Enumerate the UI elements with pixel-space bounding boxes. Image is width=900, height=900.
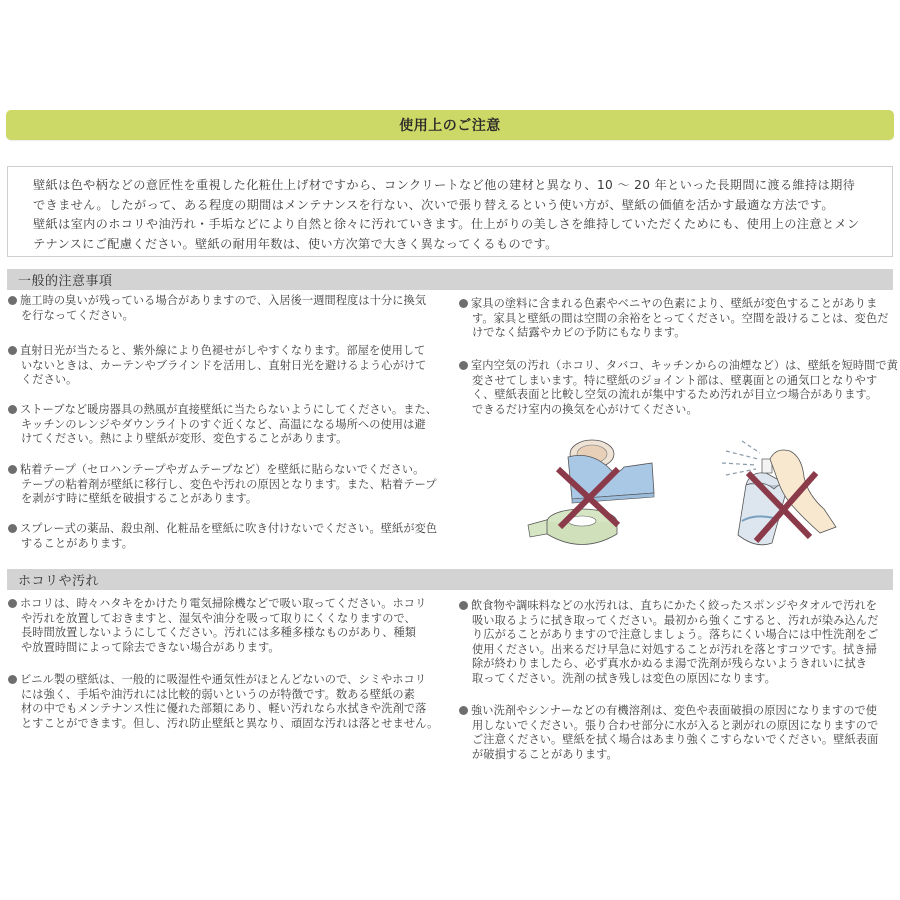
notice-item: 室内空気の汚れ（ホコリ、タバコ、キッチンからの油煙など）は、壁紙を短時間で黄 変させてしまいます。特に壁紙のジョイント部は、壁裏面との通気口となりやす く、壁紙表面と比較し空気の流れが集中するため汚れが目立つ場合があります。 できるだけ室内の換気を心がけてください。 <box>459 359 899 417</box>
intro-line: 壁紙は室内のホコリや油汚れ・手垢などにより自然と徐々に汚れていきます。仕上がりの美しさを維持していただくためにも、使用上の注意とメン <box>33 217 860 231</box>
bullet-icon <box>8 675 17 684</box>
notice-item: 直射日光が当たると、紫外線により色褪せがしやすくなります。部屋を使用して いないときは、カーテンやブラインドを活用し、直射日光を避けるよう心がけて ください。 <box>8 344 448 388</box>
notice-item: 飲食物や調味料などの水汚れは、直ちにかたく絞ったスポンジやタオルで汚れを 吸い取るように拭き取ってください。最初から強くこすると、汚れが染み込んだ り広がることがありますので注意しましょう。落ちにくい場合には中性洗剤をご 使用ください。出来るだけ早急に対処することが汚れを落とすコツです。拭き掃 除が終わりましたら、必ず真水かぬるま湯で洗剤が残らないようきれいに拭き 取ってください。洗剤の拭き残しは変色の原因になります。 <box>459 599 899 687</box>
bullet-icon <box>459 361 468 370</box>
page-title-bar <box>6 110 894 140</box>
notice-item: 家具の塗料に含まれる色素やベニヤの色素により、壁紙が変色することがありま す。家具と壁紙の間は空間の余裕をとってください。空間を設けることは、変色だ けでなく結露やカビの予防にもなります。 <box>459 297 899 341</box>
section-heading: ホコリや汚れ <box>18 574 100 589</box>
spray-prohibited-icon <box>712 437 840 555</box>
bullet-icon <box>8 405 17 414</box>
no-tape-illustration <box>520 437 670 555</box>
section-header-general <box>7 269 893 290</box>
notice-item: 強い洗剤やシンナーなどの有機溶剤は、変色や表面破損の原因になりますので使 用しないでください。張り合わせ部分に水が入ると剥がれの原因になりますので ご注意ください。壁紙を拭く場合はあまり強くこすらないでください。壁紙表面 が破損することがあります。 <box>459 704 899 762</box>
notice-item: スプレー式の薬品、殺虫剤、化粧品を壁紙に吹き付けないでください。壁紙が変色 することがあります。 <box>8 522 448 551</box>
section-heading: 一般的注意事項 <box>18 274 113 289</box>
bullet-icon <box>8 465 17 474</box>
notice-item: ホコリは、時々ハタキをかけたり電気掃除機などで吸い取ってください。ホコリ や汚れを放置しておきますと、湿気や油分を吸って取りにくくなりますので、 長時間放置しないようにしてください。汚れには多種多様なものがあり、種類 や放置時間によって除去できない場合があります。 <box>8 597 448 655</box>
page-title: 使用上のご注意 <box>399 118 501 134</box>
bullet-icon <box>459 601 468 610</box>
bullet-icon <box>8 346 17 355</box>
bullet-icon <box>8 599 17 608</box>
notice-item: 施工時の臭いが残っている場合がありますので、入居後一週間程度は十分に換気 を行なってください。 <box>8 294 448 323</box>
intro-line: 壁紙は色や柄などの意匠性を重視した化粧仕上げ材ですから、コンクリートなど他の建材と異なり、10 ～ 20 年といった長期間に渡る維持は期待 <box>33 178 856 192</box>
bullet-icon <box>8 296 17 305</box>
bullet-icon <box>459 706 468 715</box>
section-header-dust-stains <box>7 569 893 590</box>
bullet-icon <box>459 299 468 308</box>
notice-item: ストーブなど暖房器具の熱風が直接壁紙に当たらないようにしてください。また、 キッチンのレンジやダウンライトのすぐ近くなど、高温になる場所への使用は避 けてください。熱により壁紙が変形、変色することがあります。 <box>8 403 448 447</box>
tape-prohibited-icon <box>520 437 670 555</box>
intro-line: テナンスにご配慮ください。壁紙の耐用年数は、使い方次第で大きく異なってくるものです。 <box>33 236 558 251</box>
intro-box <box>7 166 893 257</box>
notice-item: ビニル製の壁紙は、一般的に吸湿性や通気性がほとんどないので、シミやホコリ には強く、手垢や油汚れには比較的弱いというのが特徴です。数ある壁紙の素 材の中でもメンテナンス性に優れた部類にあり、軽い汚れなら水拭きや洗剤で落 とすことができます。但し、汚れ防止壁紙と異なり、頑固な汚れは落とせません。 <box>8 673 448 731</box>
no-spray-illustration <box>712 437 840 555</box>
bullet-icon <box>8 524 17 533</box>
notice-item: 粘着テープ（セロハンテープやガムテープなど）を壁紙に貼らないでください。 テープの粘着剤が壁紙に移行し、変色や汚れの原因となります。また、粘着テープ を剥がす時に壁紙を破損することがあります。 <box>8 463 448 507</box>
intro-line: できません。したがって、ある程度の期間はメンテナンスを行ない、次いで張り替えるという使い方が、壁紙の価値を活かす最適な方法です。 <box>33 197 834 212</box>
